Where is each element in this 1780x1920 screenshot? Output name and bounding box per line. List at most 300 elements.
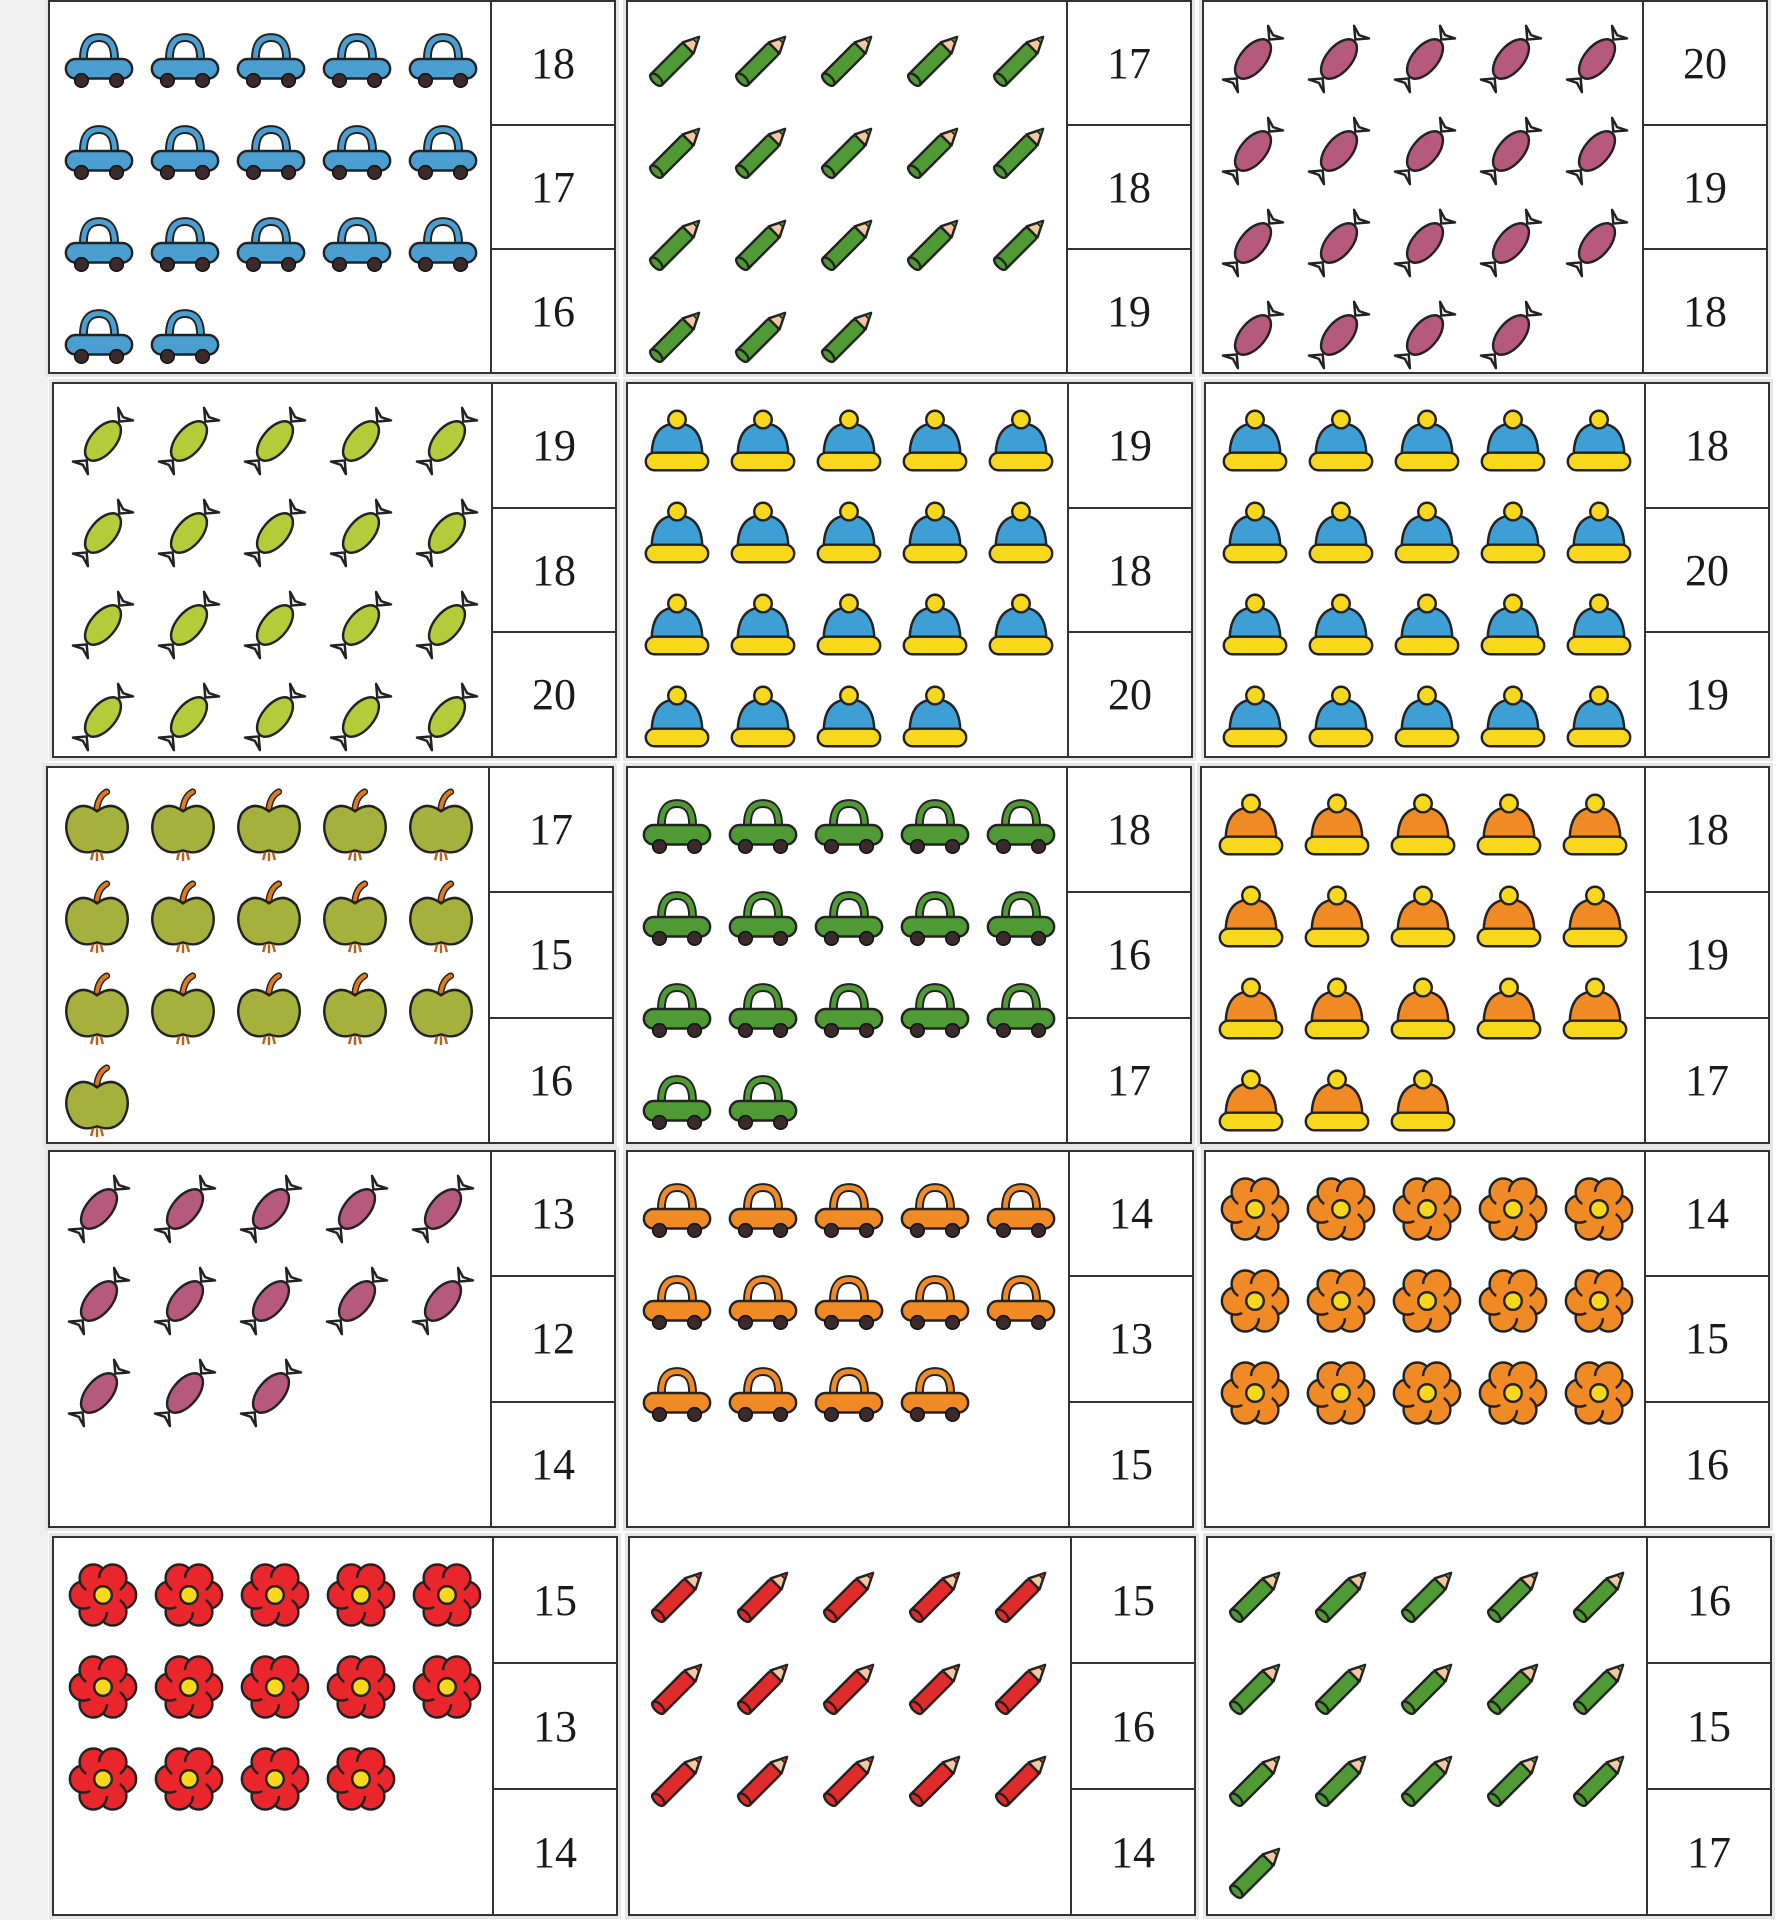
candy-icon — [60, 1354, 138, 1432]
answer-choice[interactable]: 20 — [532, 670, 576, 720]
flower-icon — [1388, 1170, 1466, 1248]
hat-icon — [1388, 402, 1466, 480]
picture-area — [1206, 1152, 1648, 1526]
car-icon — [232, 20, 310, 98]
flower-icon — [1302, 1170, 1380, 1248]
answer-choice[interactable]: 17 — [1685, 1055, 1729, 1105]
candy-icon — [232, 1354, 310, 1432]
car-icon — [146, 204, 224, 282]
candy-icon — [318, 1170, 396, 1248]
hat-icon — [1560, 586, 1638, 664]
hat-icon — [1298, 786, 1376, 864]
flower-icon — [150, 1556, 228, 1634]
answer-choice[interactable]: 20 — [1108, 670, 1152, 720]
candy-icon — [404, 1262, 482, 1340]
hat-icon — [1212, 878, 1290, 956]
car-icon — [724, 970, 802, 1048]
pencil-icon — [1476, 1556, 1554, 1634]
counting-card — [1204, 382, 1770, 758]
hat-icon — [982, 586, 1060, 664]
answer-choice[interactable]: 18 — [1068, 126, 1190, 250]
flower-icon — [408, 1556, 486, 1634]
flower-icon — [1474, 1354, 1552, 1432]
answer-choice[interactable]: 16 — [529, 1055, 573, 1105]
flower-icon — [1474, 1262, 1552, 1340]
candy-icon — [236, 678, 314, 756]
answer-choice[interactable]: 14 — [1646, 1152, 1768, 1277]
pencil-icon — [724, 204, 802, 282]
flower-icon — [1216, 1262, 1294, 1340]
hat-icon — [1474, 494, 1552, 572]
pencil-icon — [812, 1740, 890, 1818]
candy-icon — [64, 678, 142, 756]
counting-card — [1200, 766, 1770, 1144]
flower-icon — [1474, 1170, 1552, 1248]
answer-choice[interactable]: 13 — [1070, 1277, 1192, 1402]
answer-choice[interactable]: 16 — [1072, 1664, 1194, 1790]
answer-choices — [492, 1538, 616, 1914]
hat-icon — [724, 678, 802, 756]
hat-icon — [1560, 494, 1638, 572]
hat-icon — [1474, 586, 1552, 664]
candy-icon — [1214, 204, 1292, 282]
candy-icon — [236, 586, 314, 664]
hat-icon — [1212, 1062, 1290, 1140]
car-icon — [146, 112, 224, 190]
answer-choices — [490, 2, 614, 372]
pencil-icon — [984, 1556, 1062, 1634]
hat-icon — [1302, 402, 1380, 480]
hat-icon — [1556, 786, 1634, 864]
car-icon — [896, 1354, 974, 1432]
flower-icon — [322, 1556, 400, 1634]
car-icon — [318, 20, 396, 98]
candy-icon — [236, 494, 314, 572]
car-icon — [982, 1262, 1060, 1340]
pencil-icon — [896, 204, 974, 282]
hat-icon — [1216, 586, 1294, 664]
counting-card — [626, 382, 1193, 758]
pencil-icon — [724, 20, 802, 98]
answer-choice[interactable]: 15 — [1072, 1538, 1194, 1664]
car-icon — [60, 296, 138, 374]
hat-icon — [1298, 970, 1376, 1048]
car-icon — [318, 204, 396, 282]
candy-icon — [64, 494, 142, 572]
answer-choice[interactable]: 16 — [1685, 1439, 1729, 1489]
flower-icon — [150, 1740, 228, 1818]
pencil-icon — [896, 20, 974, 98]
pencil-icon — [1218, 1832, 1296, 1910]
picture-area — [1202, 768, 1648, 1142]
hat-icon — [638, 494, 716, 572]
car-icon — [810, 1170, 888, 1248]
apple-icon — [144, 786, 222, 864]
pencil-icon — [640, 1740, 718, 1818]
flower-icon — [1302, 1262, 1380, 1340]
answer-choice[interactable]: 16 — [531, 286, 575, 336]
answer-choice[interactable]: 16 — [1648, 1538, 1770, 1664]
candy-icon — [1558, 112, 1636, 190]
hat-icon — [1470, 970, 1548, 1048]
car-icon — [810, 1354, 888, 1432]
answer-choice[interactable]: 15 — [490, 893, 612, 1018]
hat-icon — [1384, 970, 1462, 1048]
apple-icon — [144, 878, 222, 956]
hat-icon — [1470, 878, 1548, 956]
counting-card — [626, 766, 1192, 1144]
car-icon — [724, 786, 802, 864]
candy-icon — [1300, 20, 1378, 98]
hat-icon — [638, 678, 716, 756]
hat-icon — [1384, 1062, 1462, 1140]
car-icon — [638, 970, 716, 1048]
answer-choice[interactable]: 18 — [1069, 509, 1191, 634]
hat-icon — [1560, 402, 1638, 480]
hat-icon — [1298, 1062, 1376, 1140]
candy-icon — [146, 1354, 224, 1432]
answer-choice[interactable]: 18 — [1646, 768, 1768, 893]
car-icon — [724, 878, 802, 956]
hat-icon — [1556, 878, 1634, 956]
counting-card — [46, 766, 614, 1144]
answer-choices — [1066, 768, 1190, 1142]
pencil-icon — [810, 20, 888, 98]
answer-choice[interactable]: 20 — [1644, 2, 1766, 126]
candy-icon — [322, 586, 400, 664]
scan-margin — [0, 0, 48, 1920]
car-icon — [638, 1170, 716, 1248]
pencil-icon — [810, 112, 888, 190]
pencil-icon — [1304, 1556, 1382, 1634]
candy-icon — [1558, 20, 1636, 98]
car-icon — [810, 970, 888, 1048]
flower-icon — [64, 1648, 142, 1726]
picture-area — [628, 1152, 1072, 1526]
answer-choice[interactable]: 20 — [1646, 509, 1768, 634]
answer-choice[interactable]: 14 — [1111, 1827, 1155, 1877]
answer-choices — [488, 768, 612, 1142]
car-icon — [896, 1170, 974, 1248]
candy-icon — [1214, 296, 1292, 374]
pencil-icon — [898, 1648, 976, 1726]
picture-area — [628, 384, 1071, 756]
pencil-icon — [726, 1740, 804, 1818]
picture-area — [1206, 384, 1648, 756]
pencil-icon — [1304, 1648, 1382, 1726]
car-icon — [810, 1262, 888, 1340]
hat-icon — [810, 402, 888, 480]
answer-choice[interactable]: 15 — [1648, 1664, 1770, 1790]
answer-choices — [1644, 768, 1768, 1142]
pencil-icon — [1218, 1648, 1296, 1726]
answer-choice[interactable]: 19 — [1069, 384, 1191, 509]
hat-icon — [1474, 402, 1552, 480]
hat-icon — [1216, 402, 1294, 480]
pencil-icon — [1476, 1740, 1554, 1818]
flower-icon — [64, 1556, 142, 1634]
candy-icon — [232, 1170, 310, 1248]
hat-icon — [1388, 586, 1466, 664]
candy-icon — [408, 494, 486, 572]
car-icon — [724, 1170, 802, 1248]
counting-card — [626, 0, 1192, 374]
flower-icon — [236, 1740, 314, 1818]
answer-choice[interactable]: 15 — [1109, 1439, 1153, 1489]
apple-icon — [402, 970, 480, 1048]
picture-area — [54, 1538, 496, 1914]
car-icon — [982, 1170, 1060, 1248]
hat-icon — [1302, 586, 1380, 664]
answer-choice[interactable]: 18 — [493, 509, 615, 634]
picture-area — [628, 768, 1070, 1142]
pencil-icon — [982, 112, 1060, 190]
answer-choices — [1646, 1538, 1770, 1914]
hat-icon — [638, 402, 716, 480]
picture-area — [630, 1538, 1074, 1914]
car-icon — [724, 1062, 802, 1140]
hat-icon — [1212, 786, 1290, 864]
answer-choices — [490, 1152, 614, 1526]
car-icon — [724, 1262, 802, 1340]
hat-icon — [1388, 678, 1466, 756]
candy-icon — [1386, 204, 1464, 282]
hat-icon — [982, 494, 1060, 572]
apple-icon — [402, 878, 480, 956]
car-icon — [982, 970, 1060, 1048]
pencil-icon — [1390, 1740, 1468, 1818]
car-icon — [982, 878, 1060, 956]
counting-card — [48, 0, 616, 374]
car-icon — [60, 112, 138, 190]
answer-choices — [491, 384, 615, 756]
candy-icon — [64, 402, 142, 480]
candy-icon — [1386, 20, 1464, 98]
candy-icon — [1300, 112, 1378, 190]
car-icon — [232, 112, 310, 190]
answer-choices — [1642, 2, 1766, 372]
pencil-icon — [1304, 1740, 1382, 1818]
candy-icon — [322, 678, 400, 756]
picture-area — [50, 1152, 494, 1526]
candy-icon — [1214, 112, 1292, 190]
answer-choices — [1066, 2, 1190, 372]
hat-icon — [1298, 878, 1376, 956]
apple-icon — [402, 786, 480, 864]
hat-icon — [1216, 494, 1294, 572]
answer-choice[interactable]: 17 — [1068, 2, 1190, 126]
candy-icon — [146, 1170, 224, 1248]
candy-icon — [1472, 204, 1550, 282]
answer-choices — [1068, 1152, 1192, 1526]
hat-icon — [896, 586, 974, 664]
pencil-icon — [638, 20, 716, 98]
picture-area — [1208, 1538, 1650, 1914]
pencil-icon — [724, 296, 802, 374]
hat-icon — [1302, 678, 1380, 756]
flower-icon — [236, 1648, 314, 1726]
car-icon — [404, 204, 482, 282]
answer-choices — [1644, 384, 1768, 756]
answer-choice[interactable]: 18 — [1068, 768, 1190, 893]
answer-choice[interactable]: 13 — [492, 1152, 614, 1277]
car-icon — [896, 878, 974, 956]
apple-icon — [144, 970, 222, 1048]
pencil-icon — [812, 1556, 890, 1634]
answer-choice[interactable]: 19 — [1644, 126, 1766, 250]
car-icon — [896, 786, 974, 864]
picture-area — [50, 2, 494, 372]
candy-icon — [150, 678, 228, 756]
candy-icon — [1300, 296, 1378, 374]
answer-choice[interactable]: 15 — [494, 1538, 616, 1664]
picture-area — [628, 2, 1070, 372]
answer-choice[interactable]: 18 — [1646, 384, 1768, 509]
hat-icon — [982, 402, 1060, 480]
car-icon — [60, 20, 138, 98]
car-icon — [810, 878, 888, 956]
flower-icon — [1560, 1354, 1638, 1432]
flower-icon — [1388, 1354, 1466, 1432]
candy-icon — [404, 1170, 482, 1248]
answer-choice[interactable]: 14 — [531, 1439, 575, 1489]
answer-choice[interactable]: 14 — [1070, 1152, 1192, 1277]
car-icon — [318, 112, 396, 190]
car-icon — [404, 20, 482, 98]
answer-choice[interactable]: 17 — [490, 768, 612, 893]
car-icon — [638, 786, 716, 864]
hat-icon — [1302, 494, 1380, 572]
answer-choices — [1067, 384, 1191, 756]
pencil-icon — [726, 1648, 804, 1726]
hat-icon — [1384, 786, 1462, 864]
candy-icon — [1300, 204, 1378, 282]
answer-choice[interactable]: 18 — [1683, 286, 1727, 336]
pencil-icon — [640, 1556, 718, 1634]
car-icon — [810, 786, 888, 864]
answer-choice[interactable]: 17 — [1107, 1055, 1151, 1105]
answer-choice[interactable]: 18 — [492, 2, 614, 126]
answer-choice[interactable]: 17 — [1687, 1827, 1731, 1877]
hat-icon — [896, 494, 974, 572]
pencil-icon — [726, 1556, 804, 1634]
picture-area — [54, 384, 495, 756]
hat-icon — [724, 494, 802, 572]
pencil-icon — [812, 1648, 890, 1726]
hat-icon — [1388, 494, 1466, 572]
answer-choice[interactable]: 19 — [1107, 286, 1151, 336]
candy-icon — [60, 1170, 138, 1248]
pencil-icon — [1562, 1648, 1640, 1726]
pencil-icon — [638, 296, 716, 374]
answer-choice[interactable]: 19 — [493, 384, 615, 509]
answer-choices — [1644, 1152, 1768, 1526]
car-icon — [638, 1062, 716, 1140]
pencil-icon — [1218, 1740, 1296, 1818]
counting-card — [1202, 0, 1768, 374]
hat-icon — [810, 678, 888, 756]
hat-icon — [810, 494, 888, 572]
candy-icon — [150, 586, 228, 664]
hat-icon — [724, 402, 802, 480]
hat-icon — [1384, 878, 1462, 956]
answer-choice[interactable]: 13 — [494, 1664, 616, 1790]
answer-choice[interactable]: 12 — [492, 1277, 614, 1402]
pencil-icon — [898, 1740, 976, 1818]
car-icon — [232, 204, 310, 282]
answer-choice[interactable]: 14 — [533, 1827, 577, 1877]
car-icon — [896, 1262, 974, 1340]
hat-icon — [638, 586, 716, 664]
apple-icon — [58, 1062, 136, 1140]
counting-card — [52, 382, 617, 758]
flower-icon — [236, 1556, 314, 1634]
counting-card — [628, 1536, 1196, 1916]
candy-icon — [1214, 20, 1292, 98]
picture-area — [48, 768, 492, 1142]
flower-icon — [64, 1740, 142, 1818]
car-icon — [724, 1354, 802, 1432]
answer-choice[interactable]: 19 — [1685, 670, 1729, 720]
hat-icon — [896, 678, 974, 756]
apple-icon — [230, 970, 308, 1048]
candy-icon — [60, 1262, 138, 1340]
flower-icon — [1216, 1354, 1294, 1432]
flower-icon — [1388, 1262, 1466, 1340]
car-icon — [638, 1354, 716, 1432]
candy-icon — [146, 1262, 224, 1340]
flower-icon — [1560, 1170, 1638, 1248]
candy-icon — [322, 402, 400, 480]
car-icon — [982, 786, 1060, 864]
apple-icon — [230, 878, 308, 956]
apple-icon — [316, 970, 394, 1048]
counting-card — [1206, 1536, 1772, 1916]
candy-icon — [1472, 112, 1550, 190]
pencil-icon — [1562, 1740, 1640, 1818]
answer-choice[interactable]: 17 — [492, 126, 614, 250]
flower-icon — [1302, 1354, 1380, 1432]
pencil-icon — [1390, 1556, 1468, 1634]
pencil-icon — [984, 1648, 1062, 1726]
hat-icon — [1556, 970, 1634, 1048]
pencil-icon — [1476, 1648, 1554, 1726]
candy-icon — [150, 494, 228, 572]
counting-card — [626, 1150, 1194, 1528]
flower-icon — [408, 1648, 486, 1726]
pencil-icon — [1562, 1556, 1640, 1634]
counting-card — [48, 1150, 616, 1528]
answer-choice[interactable]: 19 — [1646, 893, 1768, 1018]
apple-icon — [58, 970, 136, 1048]
picture-area — [1204, 2, 1646, 372]
answer-choice[interactable]: 15 — [1646, 1277, 1768, 1402]
apple-icon — [58, 878, 136, 956]
candy-icon — [1558, 204, 1636, 282]
answer-choice[interactable]: 16 — [1068, 893, 1190, 1018]
candy-icon — [236, 402, 314, 480]
car-icon — [60, 204, 138, 282]
candy-icon — [150, 402, 228, 480]
candy-icon — [408, 586, 486, 664]
answer-choices — [1070, 1538, 1194, 1914]
car-icon — [146, 20, 224, 98]
pencil-icon — [982, 20, 1060, 98]
apple-icon — [58, 786, 136, 864]
pencil-icon — [724, 112, 802, 190]
flower-icon — [1560, 1262, 1638, 1340]
pencil-icon — [1390, 1648, 1468, 1726]
